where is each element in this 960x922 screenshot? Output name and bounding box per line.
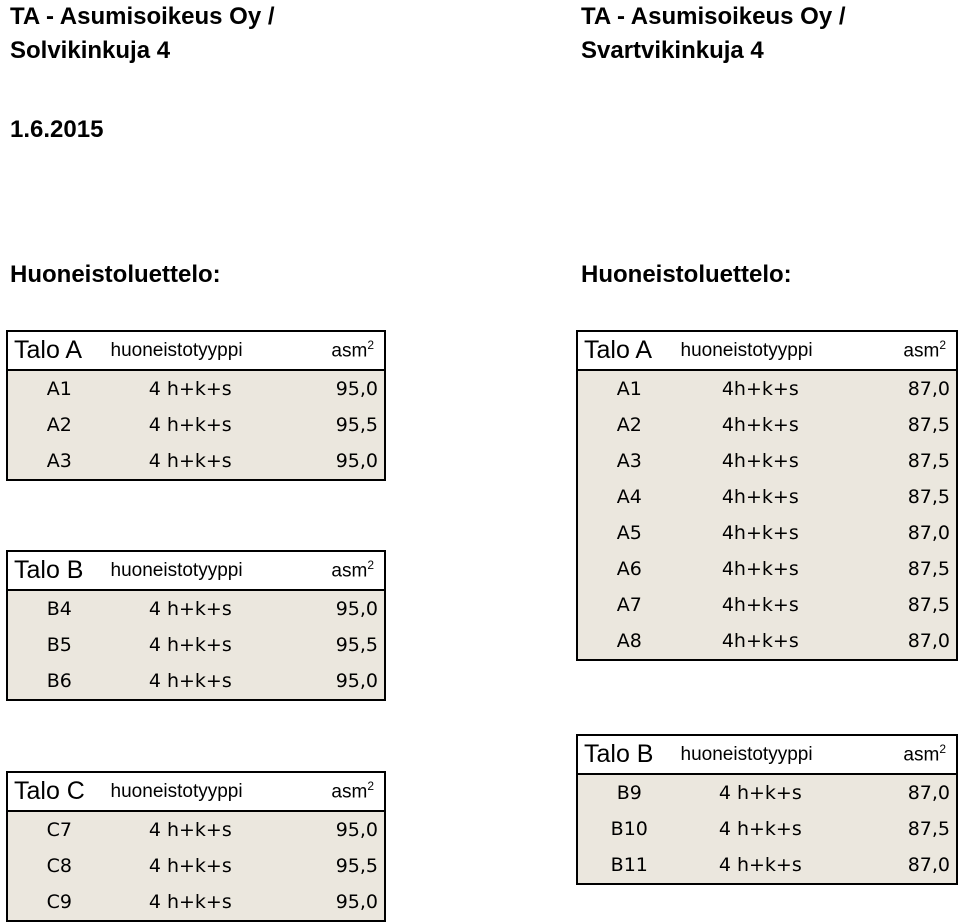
table-row: B5 4 h+k+s 95,5 [46,634,378,656]
table-row: A7 4h+k+s 87,5 [616,594,950,616]
type-header: huoneistotyyppi [681,735,841,774]
type-header: huoneistotyyppi [111,551,271,590]
right-table-talo-b [576,734,958,885]
left-table-talo-b [6,550,386,701]
table-row: B6 4 h+k+s 95,0 [46,670,378,692]
table-row: A4 4h+k+s 87,5 [616,486,950,508]
right-title-line2: Svartvikinkuja 4 [581,37,764,64]
table-header [577,735,957,774]
size-header: asm$^2$ [840,331,957,370]
table-row: A6 4h+k+s 87,5 [616,558,950,580]
table-row: A8 4h+k+s 87,0 [616,630,950,652]
table-row: C7 4 h+k+s 95,0 [46,819,378,841]
talo-label: Talo B [577,735,681,774]
table-header [7,331,385,370]
table-row: A3 4h+k+s 87,5 [616,450,950,472]
table-row: B9 4 h+k+s 87,0 [616,782,950,804]
table-row: B4 4 h+k+s 95,0 [46,598,378,620]
table-row: B10 4 h+k+s 87,5 [610,818,950,840]
size-header: asm$^2$ [270,772,385,811]
table-row: A5 4h+k+s 87,0 [616,522,950,544]
left-title-line2: Solvikinkuja 4 [10,37,171,64]
table-row: B11 4 h+k+s 87,0 [610,854,950,876]
table-row: C9 4 h+k+s 95,0 [46,891,378,913]
table-header [7,772,385,811]
table-row: A1 4 h+k+s 95,0 [46,378,378,400]
type-header: huoneistotyyppi [111,772,271,811]
type-header: huoneistotyyppi [681,331,841,370]
table-row: A1 4h+k+s 87,0 [616,378,950,400]
talo-label: Talo A [577,331,681,370]
right-title [581,0,846,68]
talo-label: Talo B [7,551,111,590]
table-row: A3 4 h+k+s 95,0 [46,450,378,472]
left-list-heading: Huoneistoluettelo: [10,261,221,288]
talo-label: Talo A [7,331,111,370]
table-header [577,331,957,370]
table-row: A2 4h+k+s 87,5 [616,414,950,436]
size-header: asm$^2$ [270,331,385,370]
left-title-line1: TA - Asumisoikeus Oy / [10,3,275,30]
type-header: huoneistotyyppi [111,331,271,370]
right-title-line1: TA - Asumisoikeus Oy / [581,3,846,30]
table-row: A2 4 h+k+s 95,5 [46,414,378,436]
right-list-heading: Huoneistoluettelo: [581,261,792,288]
right-table-talo-a [576,330,958,661]
table-header [7,551,385,590]
left-table-talo-c [6,771,386,922]
date: 1.6.2015 [10,116,104,143]
size-header: asm$^2$ [840,735,957,774]
size-header: asm$^2$ [270,551,385,590]
talo-label: Talo C [7,772,111,811]
table-row: C8 4 h+k+s 95,5 [46,855,378,877]
left-title [10,0,275,68]
left-table-talo-a [6,330,386,481]
